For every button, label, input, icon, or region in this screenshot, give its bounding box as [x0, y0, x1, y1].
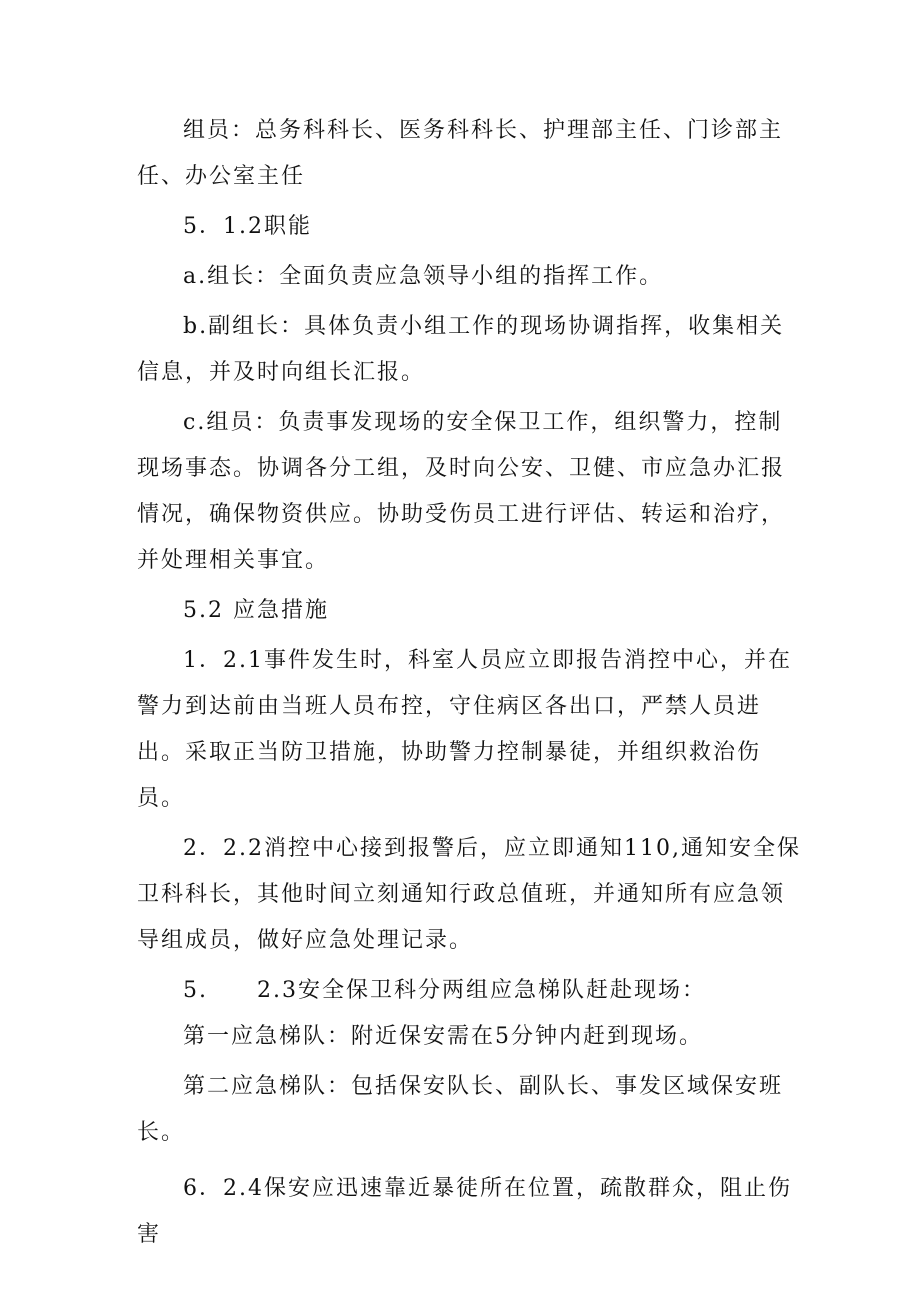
paragraph-team-leader: a.组长：全面负责应急领导小组的指挥工作。	[183, 264, 664, 289]
paragraph-second-team: 第二应急梯队：包括保安队长、副队长、事发区域保安班长。	[137, 1074, 784, 1145]
paragraph-deputy-leader: b.副组长：具体负责小组工作的现场协调指挥，收集相关信息，并及时向组长汇报。	[137, 314, 785, 385]
heading-emergency-measures: 5.2 应急措施	[183, 598, 329, 623]
paragraph-first-team: 第一应急梯队：附近保安需在5分钟内赶到现场。	[183, 1024, 703, 1049]
item-5-text: 2.3安全保卫科分两组应急梯队赶赴现场：	[257, 978, 706, 1003]
paragraph-team-members: 组员：总务科科长、医务科科长、护理部主任、门诊部主任、办公室主任	[137, 118, 784, 189]
paragraph-measure-6: 6．2.4保安应迅速靠近暴徒所在位置，疏散群众，阻止伤害	[137, 1176, 792, 1247]
paragraph-measure-2: 2．2.2消控中心接到报警后，应立即通知110,通知安全保卫科科长，其他时间立刻通知行政总值班，并通知所有应急领导组成员，做好应急处理记录。	[137, 836, 801, 953]
paragraph-measure-5	[137, 968, 803, 1014]
item-5-prefix: 5.	[183, 978, 208, 1003]
paragraph-team-member-duties: c.组员：负责事发现场的安全保卫工作，组织警力，控制现场事态。协调各分工组，及时向公安、卫健、市应急办汇报情况，确保物资供应。协助受伤员工进行评估、转运和治疗，并处理相关事宜。	[137, 410, 786, 573]
paragraph-measure-1: 1．2.1事件发生时，科室人员应立即报告消控中心，并在警力到达前由当班人员布控，守住病区各出口，严禁人员进出。采取正当防卫措施，协助警力控制暴徒，并组织救治伤员。	[137, 648, 792, 811]
heading-functions: 5．1.2职能	[183, 214, 312, 239]
document-body	[137, 108, 803, 1262]
